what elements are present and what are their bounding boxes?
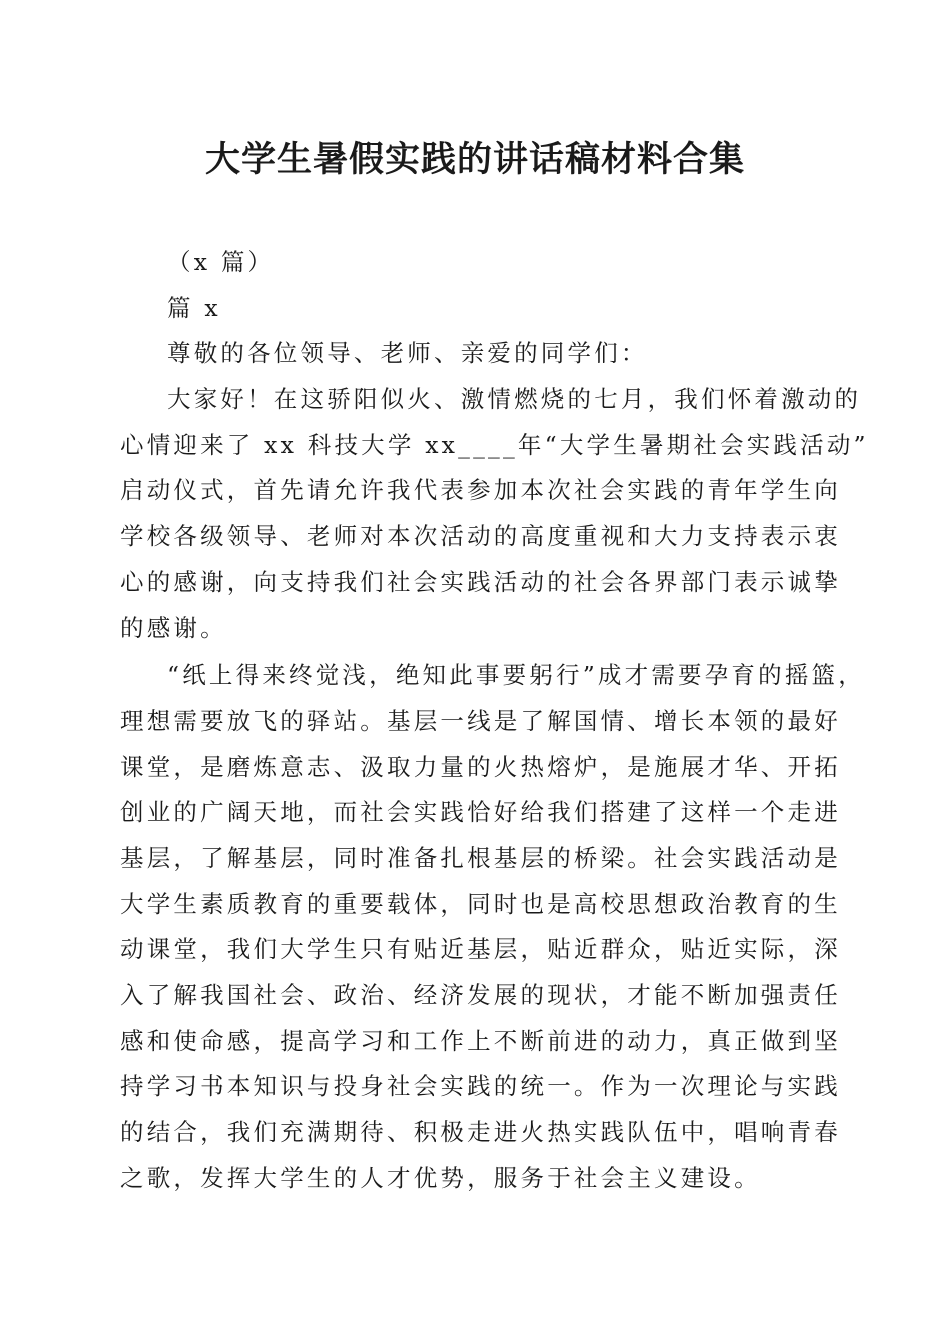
paragraph-line: 课堂，是磨炼意志、汲取力量的火热熔炉，是施展才华、开拓	[120, 752, 841, 781]
paragraph-line: 持学习书本知识与投身社会实践的统一。作为一次理论与实践	[120, 1072, 841, 1101]
paragraph-line: 大家好！在这骄阳似火、激情燃烧的七月，我们怀着激动的	[167, 385, 862, 414]
paragraph-line: 动课堂，我们大学生只有贴近基层，贴近群众，贴近实际，深	[120, 935, 841, 964]
section-label: 篇 x	[167, 293, 221, 322]
paragraph-line: 感和使命感，提高学习和工作上不断前进的动力，真正做到坚	[120, 1026, 841, 1055]
paragraph-1	[120, 377, 869, 651]
paragraph-line: 的感谢。	[120, 613, 227, 642]
paragraph-line: 入了解我国社会、政治、经济发展的现状，才能不断加强责任	[120, 981, 841, 1009]
paragraph-line: 之歌，发挥大学生的人才优势，服务于社会主义建设。	[120, 1163, 761, 1192]
paragraph-2	[120, 653, 865, 1201]
paragraph-line: 理想需要放飞的驿站。基层一线是了解国情、增长本领的最好	[120, 706, 841, 735]
document-title: 大学生暑假实践的讲话稿材料合集	[204, 139, 745, 180]
paragraph-line: 创业的广阔天地，而社会实践恰好给我们搭建了这样一个走进	[120, 798, 841, 827]
paragraph-line: 学校各级领导、老师对本次活动的高度重视和大力支持表示衷	[120, 522, 841, 551]
paragraph-line: 的结合，我们充满期待、积极走进火热实践队伍中，唱响青春	[120, 1118, 841, 1147]
paragraph-line: 大学生素质教育的重要载体，同时也是高校思想政治教育的生	[120, 889, 841, 918]
salutation: 尊敬的各位领导、老师、亲爱的同学们：	[167, 339, 648, 368]
paragraph-line: 心的感谢，向支持我们社会实践活动的社会各界部门表示诚挚	[120, 567, 841, 596]
count-note: （x 篇）	[167, 248, 275, 276]
document-body	[120, 240, 869, 1201]
paragraph-line: 基层，了解基层，同时准备扎根基层的桥梁。社会实践活动是	[120, 843, 841, 872]
paragraph-line: 心情迎来了 xx 科技大学 xx____年“大学生暑期社会实践活动”	[120, 430, 869, 459]
paragraph-line: 启动仪式，首先请允许我代表参加本次社会实践的青年学生向	[120, 476, 841, 505]
paragraph-line: “纸上得来终觉浅，绝知此事要躬行”成才需要孕育的摇篮，	[167, 661, 865, 690]
